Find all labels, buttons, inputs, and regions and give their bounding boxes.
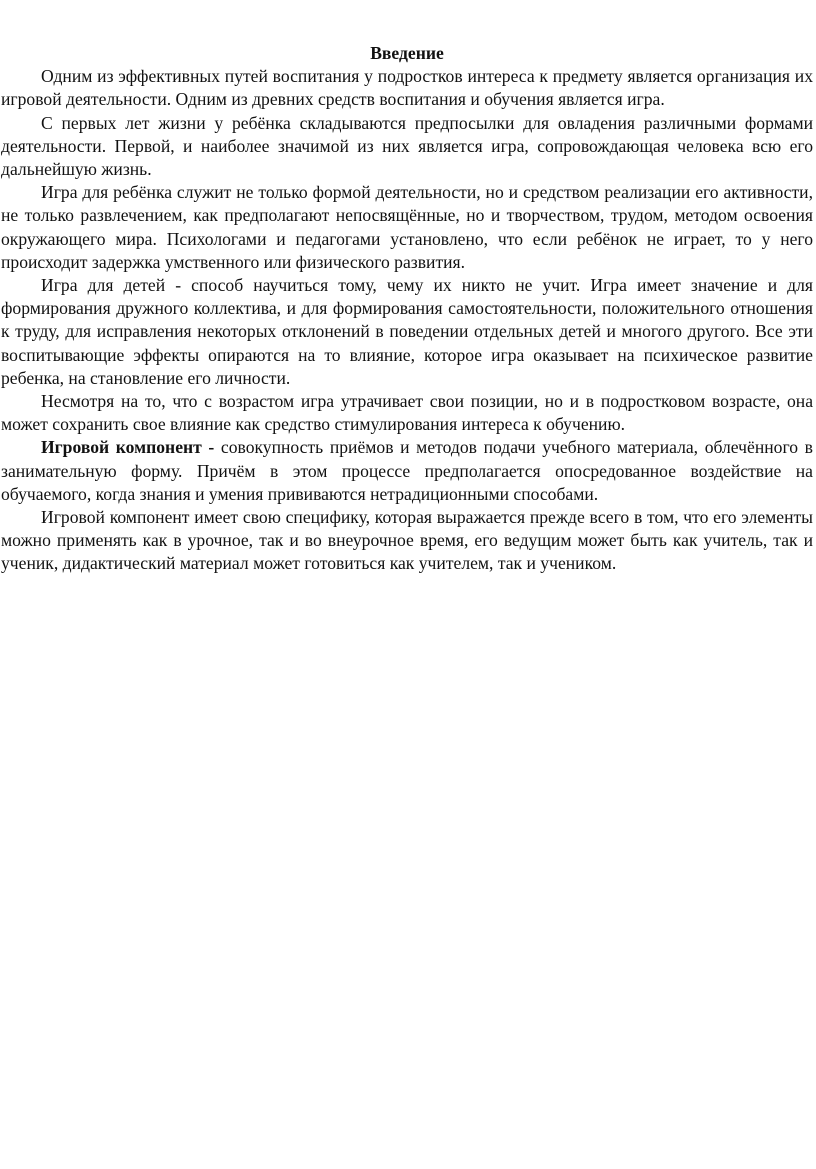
- paragraph-3: Игра для ребёнка служит не только формой деятельности, но и средством реализации его активности, не только развлечением, как предполагают непосвящённые, но и творчеством, трудом, методом освоения окружающего мира. Психологами и педагогами установлено, что если ребёнок не играет, то у него происходит задержка умственного или физического развития.: [1, 182, 813, 272]
- paragraph-5: Несмотря на то, что с возрастом игра утрачивает свои позиции, но и в подростковом возрасте, она может сохранить свое влияние как средство стимулирования интереса к обучению.: [1, 391, 813, 435]
- paragraph-4: Игра для детей - способ научиться тому, чему их никто не учит. Игра имеет значение и для формирования дружного коллектива, и для формирования самостоятельности, положительного отношения к труду, для исправления некоторых отклонений в поведении отдельных детей и многого другого. Все эти воспитывающие эффекты опираются на то влияние, которое игра оказывает на психическое развитие ребенка, на становление его личности.: [1, 275, 813, 388]
- definition-paragraph: [1, 436, 813, 506]
- definition-term: Игровой компонент -: [41, 437, 215, 458]
- definition-text: совокупность приёмов и методов подачи учебного материала, облечённого в занимательную форму. Причём в этом процессе предполагается опосредованное воздействие на обучаемого, когда знания и умения прививаются нетрадиционными способами.: [1, 437, 813, 504]
- document-body: [1, 42, 813, 576]
- paragraph-2: С первых лет жизни у ребёнка складываются предпосылки для овладения различными формами деятельности. Первой, и наиболее значимой из них является игра, сопровождающая человека всю его дальнейшую жизнь.: [1, 112, 813, 180]
- document-title: Введение: [370, 43, 444, 63]
- paragraph-last: Игровой компонент имеет свою специфику, которая выражается прежде всего в том, что его элементы можно применять как в урочное, так и во внеурочное время, его ведущим может быть как учитель, так и ученик, дидактический материал может готовиться как учителем, так и учеником.: [1, 507, 813, 574]
- paragraph-1: Одним из эффективных путей воспитания у подростков интереса к предмету является организация их игровой деятельности. Одним из древних средств воспитания и обучения является игра.: [1, 66, 813, 110]
